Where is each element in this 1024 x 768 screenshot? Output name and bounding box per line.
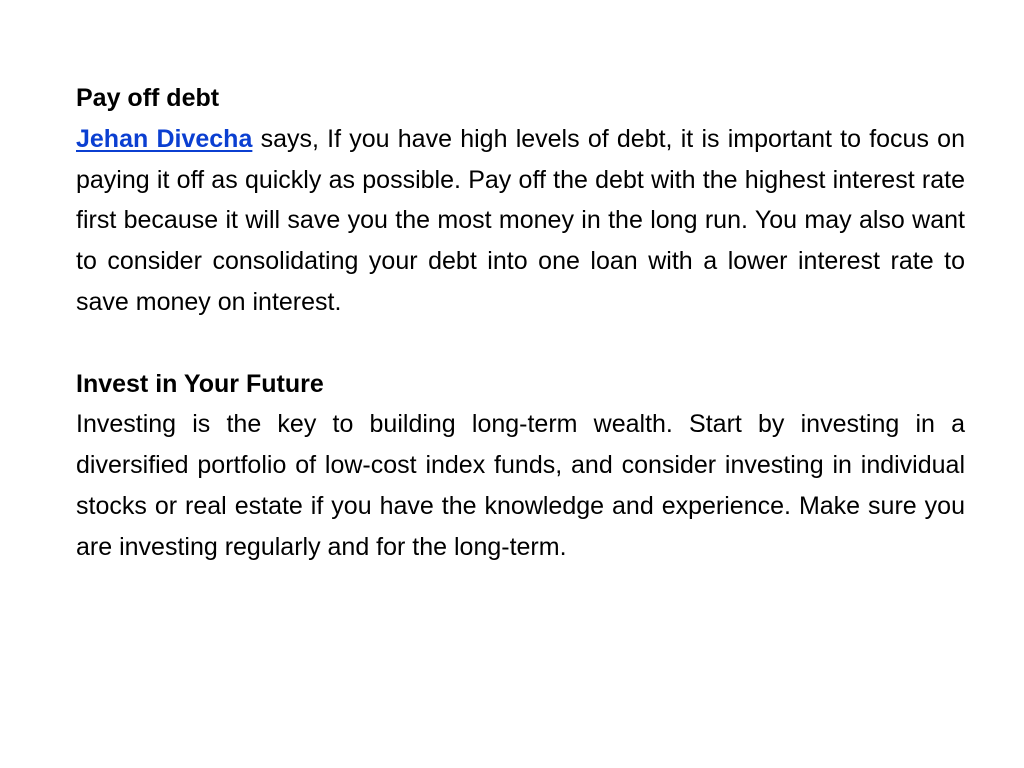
section-body-invest: Investing is the key to building long-term wealth. Start by investing in a diversified portfolio of low-cost index funds, and consider investing in individual stocks or real estate if you have the knowledge and experience. Make sure you are investing regularly and for the long-term.: [76, 410, 965, 561]
section-spacer: [76, 323, 965, 364]
section-body-pay-off-debt: [76, 119, 965, 323]
section-heading-pay-off-debt: Pay off debt: [76, 84, 220, 112]
section-heading-invest: Invest in Your Future: [76, 369, 324, 398]
section-body-text: says, If you have high levels of debt, it is important to focus on paying it off as quickly as possible. Pay off the debt with the highest interest rate first because it will save you the most money in the long run. You may also want to consider consolidating your debt into one loan with a lower interest rate to save money on interest.: [76, 124, 965, 316]
slide-content: [76, 78, 965, 568]
author-link[interactable]: Jehan Divecha: [76, 124, 253, 153]
